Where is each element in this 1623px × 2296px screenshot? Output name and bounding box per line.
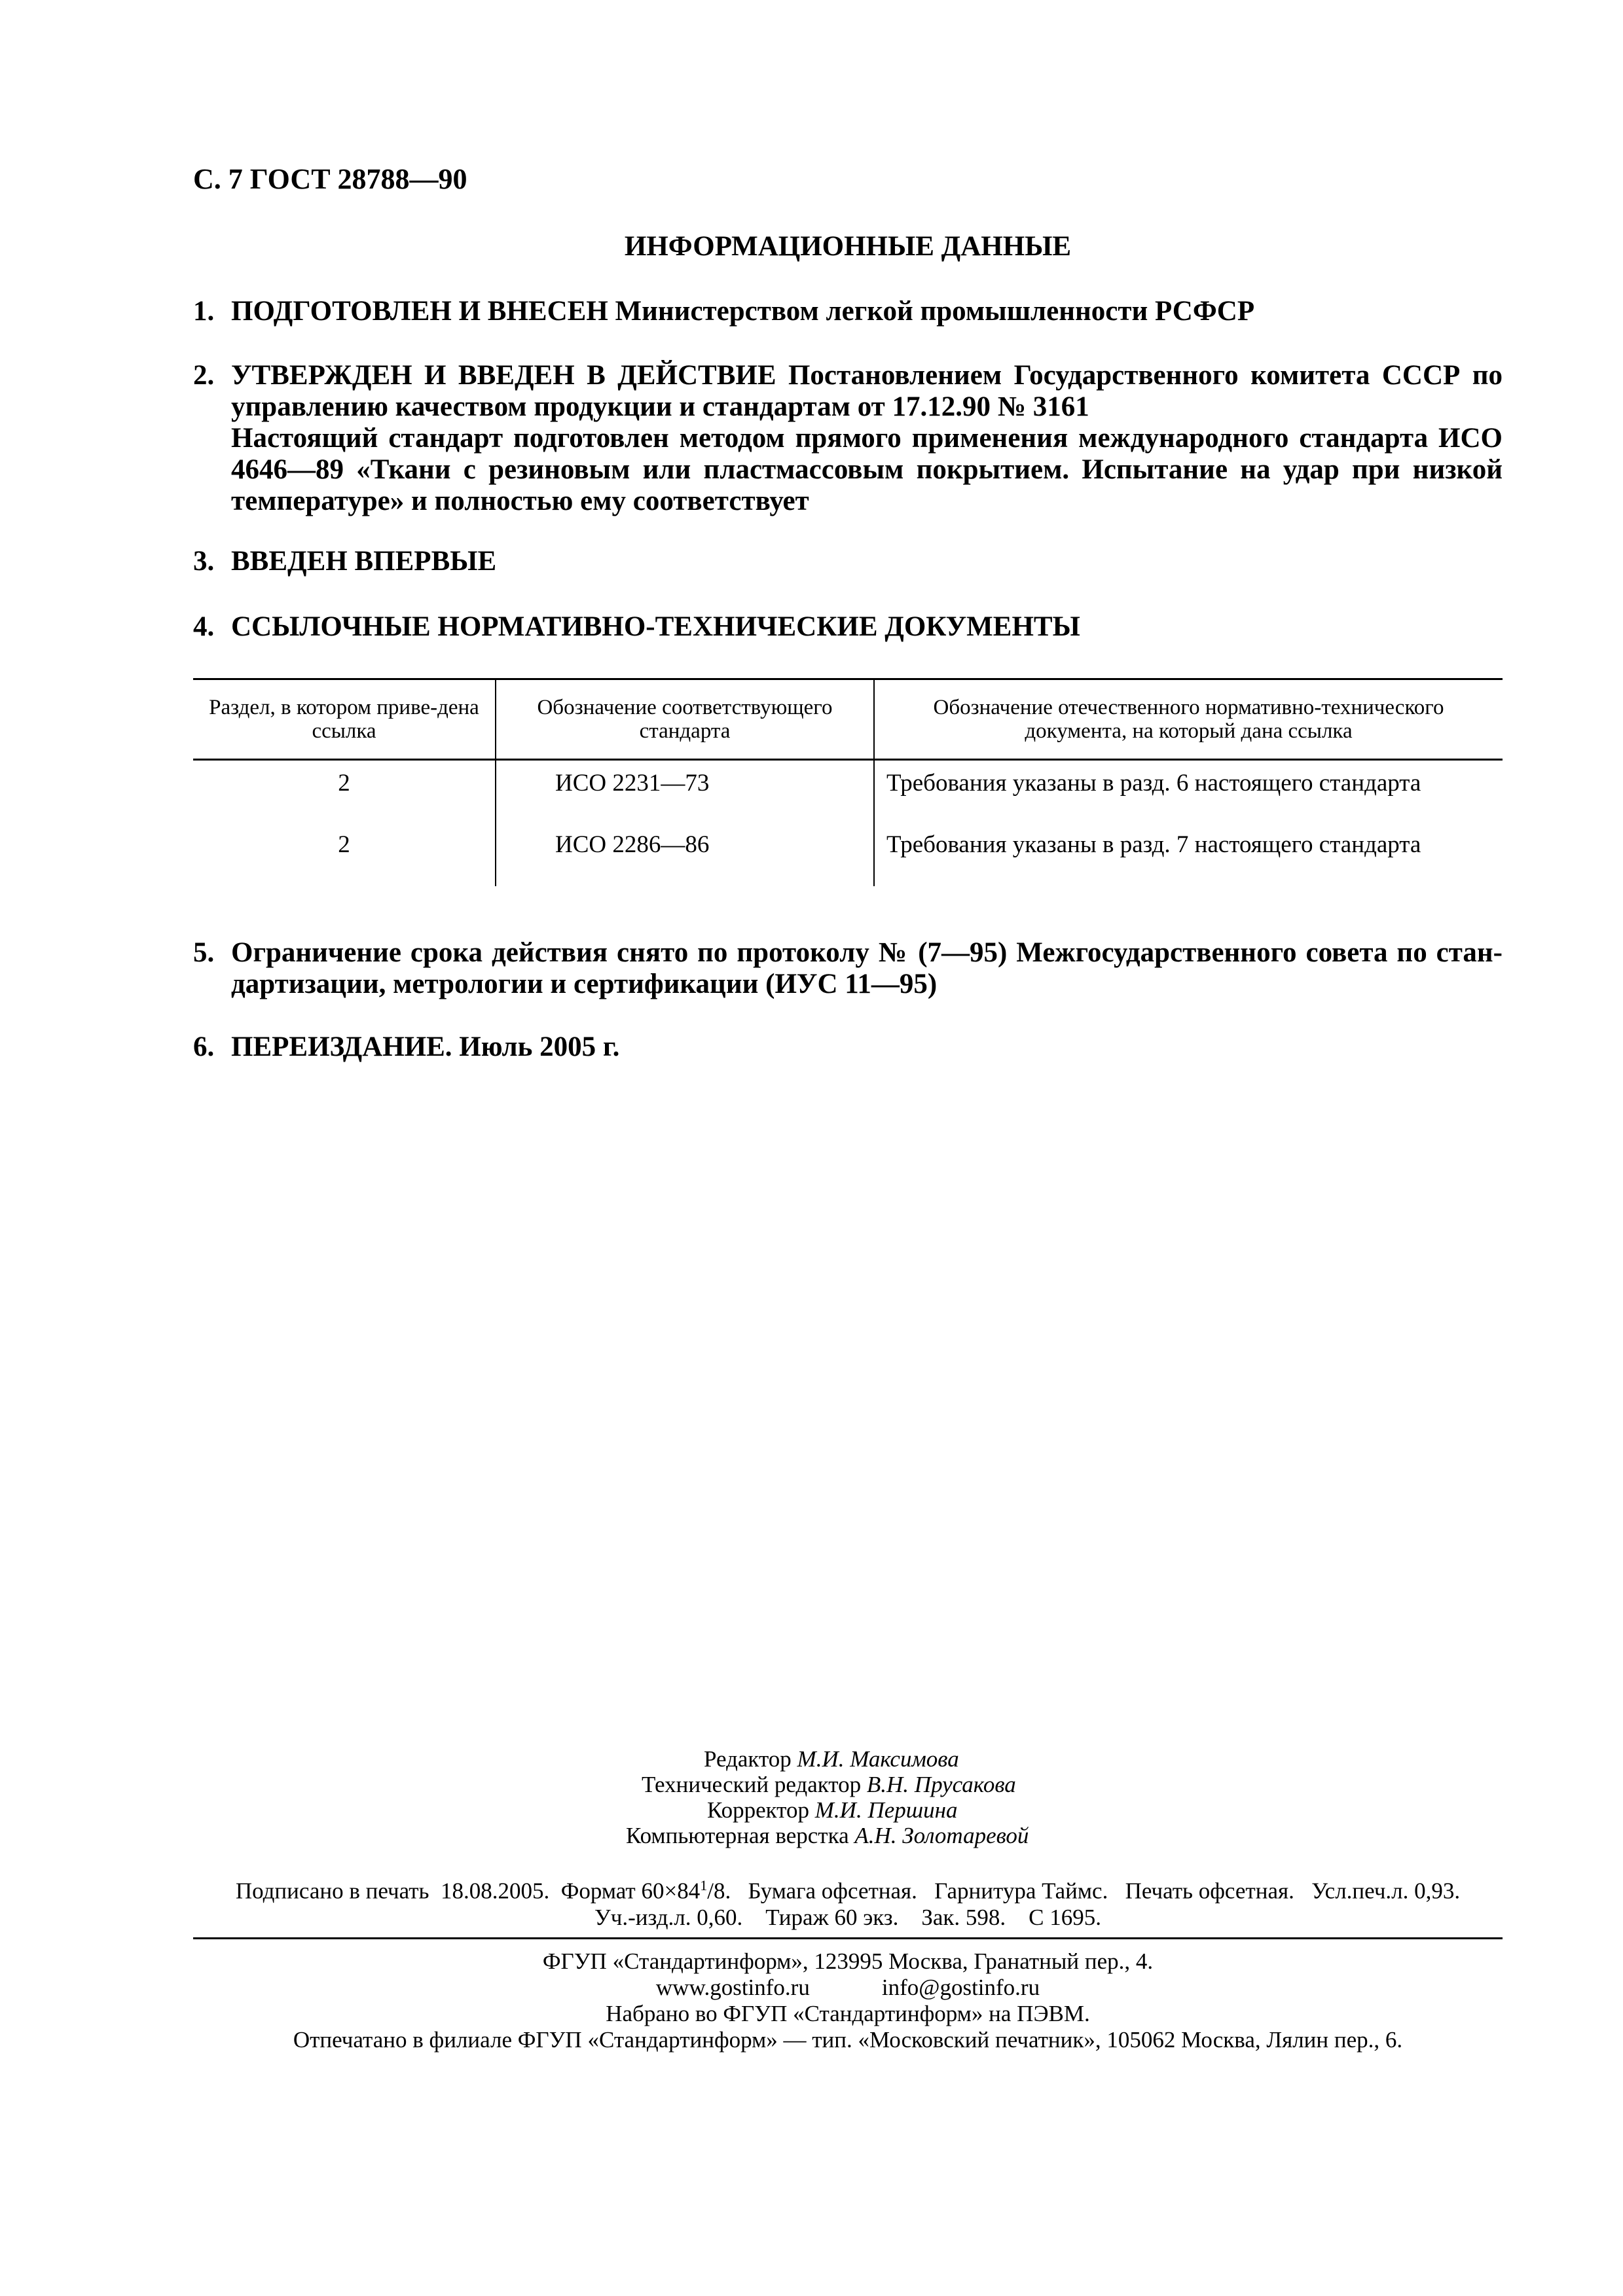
cell-document: Требования указаны в разд. 7 настоящего стандарта [874, 831, 1503, 886]
doc-title: ИНФОРМАЦИОННЫЕ ДАННЫЕ [624, 231, 1072, 262]
typeface: Гарнитура Таймс. [934, 1878, 1108, 1904]
item-text: ССЫЛОЧНЫЕ НОРМАТИВНО-ТЕХНИЧЕСКИЕ ДОКУМЕНТЫ [231, 611, 1080, 642]
signed-label: Подписано в печать [235, 1878, 429, 1904]
publisher-website: www.gostinfo.ru [655, 1975, 810, 2000]
credit-name: М.И. Максимова [797, 1746, 959, 1772]
publisher-address: ФГУП «Стандартинформ», 123995 Москва, Гранатный пер., 4. [542, 1948, 1154, 1974]
publisher-block [193, 1948, 1503, 2053]
publisher-email: info@gostinfo.ru [881, 1975, 1040, 2000]
item-number: 2. [193, 360, 215, 391]
credit-tech-editor [642, 1772, 1029, 1797]
item-number: 1. [193, 296, 215, 327]
credit-name: А.Н. Золотаревой [854, 1823, 1029, 1848]
item-text: ВВЕДЕН ВПЕРВЫЕ [231, 546, 497, 577]
item-number: 3. [193, 546, 215, 577]
credit-role: Корректор [707, 1797, 810, 1823]
page-header: С. 7 ГОСТ 28788—90 [193, 163, 467, 195]
imprint-line-1 [193, 1873, 1503, 1905]
item-text [231, 360, 1503, 517]
approval-text: УТВЕРЖДЕН И ВВЕДЕН В ДЕЙСТВИЕ Постановлением Государственного комитета СССР по управлению качеством продукции и стандартам от 17.12.90 № 3161 [231, 360, 1503, 422]
header-section: Раздел, в котором приве-дена ссылка [193, 679, 496, 760]
publisher-contacts [193, 1975, 1503, 2001]
cell-section: 2 [338, 831, 350, 858]
table-header-row [193, 679, 1503, 760]
info-item-3 [193, 546, 1503, 577]
credit-corrector [707, 1797, 1029, 1823]
info-item-6 [193, 1031, 1503, 1063]
credits-block [589, 1746, 1029, 1848]
item-number: 6. [193, 1031, 215, 1062]
signed-date: 18.08.2005. [441, 1878, 550, 1904]
paper-type: Бумага офсетная. [748, 1878, 917, 1904]
imprint-divider [193, 1937, 1503, 1939]
item-number: 4. [193, 611, 215, 642]
printed-note: Отпечатано в филиале ФГУП «Стандартинформ» — тип. «Московский печатник», 105062 Москва, Лялин пер., 6. [293, 2027, 1403, 2053]
credit-editor [704, 1746, 1029, 1772]
item-text: ПЕРЕИЗДАНИЕ. Июль 2005 г. [231, 1031, 620, 1062]
header-standard: Обозначение соответствующего стандарта [496, 679, 874, 760]
format-label: Формат 60×84 [560, 1878, 701, 1904]
references-table [193, 678, 1503, 886]
info-item-5 [193, 937, 1503, 1000]
table-row [193, 831, 1503, 886]
info-item-1 [193, 296, 1503, 327]
print-type: Печать офсетная. [1125, 1878, 1294, 1904]
standard-note: Настоящий стандарт подготовлен методом прямого применения международного стандарта ИСО 4646—89 «Ткани с резиновым или пластмассовым покрытием. Испытание на удар при низкой температуре» и полностью ему соответствует [231, 423, 1503, 516]
format-sup: 1 [700, 1877, 708, 1893]
imprint-line-2: Уч.-изд.л. 0,60. Тираж 60 экз. Зак. 598. С 1695. [594, 1904, 1101, 1930]
info-item-2 [193, 360, 1503, 517]
cell-section: 2 [338, 770, 350, 797]
credit-role: Технический редактор [642, 1772, 862, 1797]
item-number: 5. [193, 937, 215, 968]
cell-standard: ИСО 2286—86 [496, 831, 874, 886]
format-sub: /8. [707, 1878, 731, 1904]
imprint-block [193, 1873, 1503, 1931]
credit-name: М.И. Першина [814, 1797, 958, 1823]
cell-standard: ИСО 2231—73 [496, 760, 874, 832]
credit-role: Редактор [704, 1746, 792, 1772]
credit-name: В.Н. Прусакова [866, 1772, 1016, 1797]
credit-role: Компьютерная верстка [626, 1823, 849, 1848]
info-item-4 [193, 611, 1503, 643]
typeset-note: Набрано во ФГУП «Стандартинформ» на ПЭВМ. [606, 2001, 1090, 2026]
credit-layout [626, 1823, 1029, 1848]
cell-document: Требования указаны в разд. 6 настоящего стандарта [874, 760, 1503, 832]
item-text: ПОДГОТОВЛЕН И ВНЕСЕН Министерством легкой промышленности РСФСР [231, 296, 1255, 327]
header-document: Обозначение отечественного нормативно-технического документа, на который дана ссылка [874, 679, 1503, 760]
usl-print-sheets: Усл.печ.л. 0,93. [1311, 1878, 1461, 1904]
item-text: Ограничение срока действия снято по протоколу № (7—95) Межгосударственного совета по стан-дартизации, метрологии и сертификации (ИУС 11—95) [231, 937, 1503, 999]
table-row [193, 760, 1503, 832]
